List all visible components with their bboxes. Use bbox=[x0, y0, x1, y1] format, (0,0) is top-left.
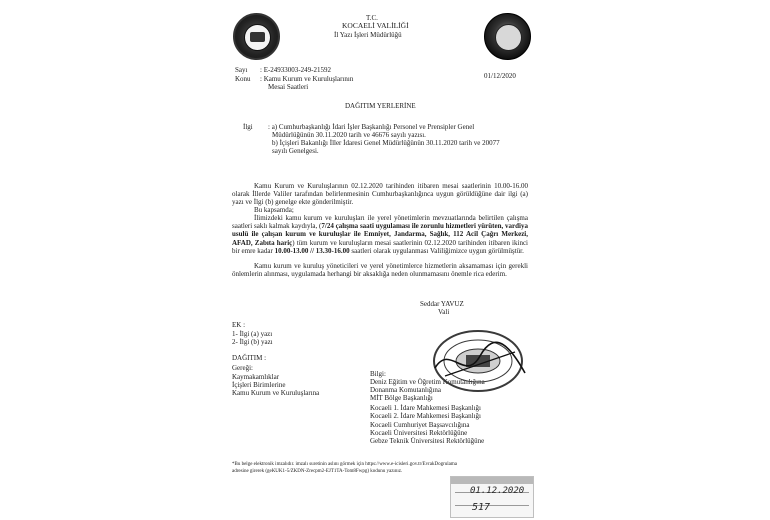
body-paragraph-1: Kamu Kurum ve Kuruluşlarının 02.12.2020 tarihinden itibaren mesai saatlerinin 10.00-16.00 olarak İllerde Valiler tarafından belirlenmesinin Cumhurbaşkanlığınca uygun görüldüğüne dair ilgi (a) yazı ve İlgi (b) genelge ekte gönderilmiştir. bbox=[232, 182, 528, 207]
handwritten-number: 517 bbox=[472, 502, 491, 513]
footer-line2: adresine girerek (geKUK1-5/ZKDN-Zrecpm2-EJT1TA-Tom8Fwpg) kodunu yazınız. bbox=[232, 469, 403, 474]
ilgi-a-line1: : a) Cumhurbaşkanlığı İdari İşler Başkanlığı Personel ve Prensipler Genel bbox=[268, 123, 475, 131]
gereği-item: İçişleri Birimlerine bbox=[232, 381, 286, 389]
konu-label: Konu bbox=[235, 75, 251, 83]
signature-scribble bbox=[430, 338, 530, 388]
header-governor: KOCAELİ VALİLİĞİ bbox=[342, 21, 409, 30]
signer-name: Seddar YAVUZ bbox=[420, 300, 464, 308]
bilgi-item: Gebze Teknik Üniversitesi Rektörlüğüne bbox=[370, 437, 485, 445]
attachment-item: 1- İlgi (a) yazı bbox=[232, 330, 273, 338]
bilgi-item: MİT Bölge Başkanlığı bbox=[370, 394, 433, 402]
konu-line1: : Kamu Kurum ve Kuruluşlarının bbox=[260, 75, 354, 83]
attachment-item: 2- İlgi (b) yazı bbox=[232, 338, 273, 346]
gereği-item: Kaymakamlıklar bbox=[232, 373, 280, 381]
gereği-label: Gereği: bbox=[232, 364, 253, 372]
ilgi-a-line2: Müdürlüğünün 30.11.2020 tarih ve 46676 sayılı yazısı. bbox=[272, 131, 426, 139]
registry-stamp-box bbox=[450, 476, 534, 518]
signer-title: Vali bbox=[438, 308, 450, 316]
body-paragraph-2: Bu kapsamda; bbox=[254, 206, 294, 214]
bilgi-item: Kocaeli Üniversitesi Rektörlüğüne bbox=[370, 429, 468, 437]
distribution-title: DAĞITIM YERLERİNE bbox=[345, 102, 416, 110]
header-directorate: İl Yazı İşleri Müdürlüğü bbox=[334, 31, 402, 39]
konu-line2: Mesai Saatleri bbox=[268, 83, 309, 91]
p3-bold-hours: 10.00-13.00 // 13.30-16.00 bbox=[274, 246, 350, 255]
bilgi-item: Kocaeli Cumhuriyet Başsavcılığına bbox=[370, 421, 470, 429]
sayi-value: : E-24933003-249-21592 bbox=[260, 66, 331, 74]
body-paragraph-3 bbox=[232, 214, 528, 255]
ilgi-b-line2: sayılı Genelgesi. bbox=[272, 147, 319, 155]
bilgi-item: Kocaeli 1. İdare Mahkemesi Başkanlığı bbox=[370, 404, 481, 412]
p3-text-a: İlimizdeki kamu kurum ve kuruluşları ile yerel yönetimlerin mevzuatlarında belirtilen çalışma saatleri saklı kalmak kaydıyla, ( bbox=[232, 214, 528, 231]
sayi-label: Sayı bbox=[235, 66, 248, 74]
ilgi-b-line1: b) İçişleri Bakanlığı İller İdaresi Genel Müdürlüğünün 30.11.2020 tarih ve 20077 bbox=[272, 139, 500, 147]
attachments-label: EK : bbox=[232, 321, 246, 329]
header-tc: T.C. bbox=[366, 14, 378, 22]
distribution-label: DAĞITIM : bbox=[232, 354, 267, 362]
gereği-item: Kamu Kurum ve Kuruluşlarına bbox=[232, 389, 320, 397]
bilgi-item: Deniz Eğitim ve Öğretim Komutanlığına bbox=[370, 378, 485, 386]
bilgi-item: Donanma Komutanlığına bbox=[370, 386, 441, 394]
handwritten-date: 01.12.2020 bbox=[470, 486, 525, 496]
p3-bold-exceptions: 7/24 çalışma saati uygulaması ile zorunlu hizmetleri yürüten, vardiya usulü ile çalışan kurum ve kuruluşlar ile Emniyet, Jandarma, Sağlık, 112 Acil Çağrı Merkezi, AFAD, Zabıta hariç bbox=[232, 222, 528, 247]
bilgi-item: Kocaeli 2. İdare Mahkemesi Başkanlığı bbox=[370, 412, 481, 420]
document-date: 01/12/2020 bbox=[484, 72, 516, 80]
p3-text-e: saatleri olarak uygulanması Valiliğimizce uygun görülmüştür. bbox=[349, 246, 524, 255]
body-paragraph-4: Kamu kurum ve kuruluş yöneticileri ve yerel yönetimlerce hizmetlerin aksamaması için gerekli önlemlerin alınması, uygulamada herhangi bir aksaklığa neden olunmamasını önemle rica ederim. bbox=[232, 262, 528, 279]
bilgi-label: Bilgi: bbox=[370, 370, 386, 378]
footer-line1: *Bu belge elektronik imzalıdır. imzalı suretinin aslını görmek için https://www.e-icisleri.gov.tr/EvrakDogrulama bbox=[232, 462, 457, 467]
ministry-seal bbox=[484, 13, 531, 60]
governorship-logo bbox=[233, 13, 280, 60]
ilgi-label: İlgi bbox=[243, 123, 253, 131]
p3-text-c: ) tüm kurum ve kuruluşların mesai saatlerinin 02.12.2020 tarihinden itibaren ikinci bir emre kadar bbox=[232, 238, 528, 255]
